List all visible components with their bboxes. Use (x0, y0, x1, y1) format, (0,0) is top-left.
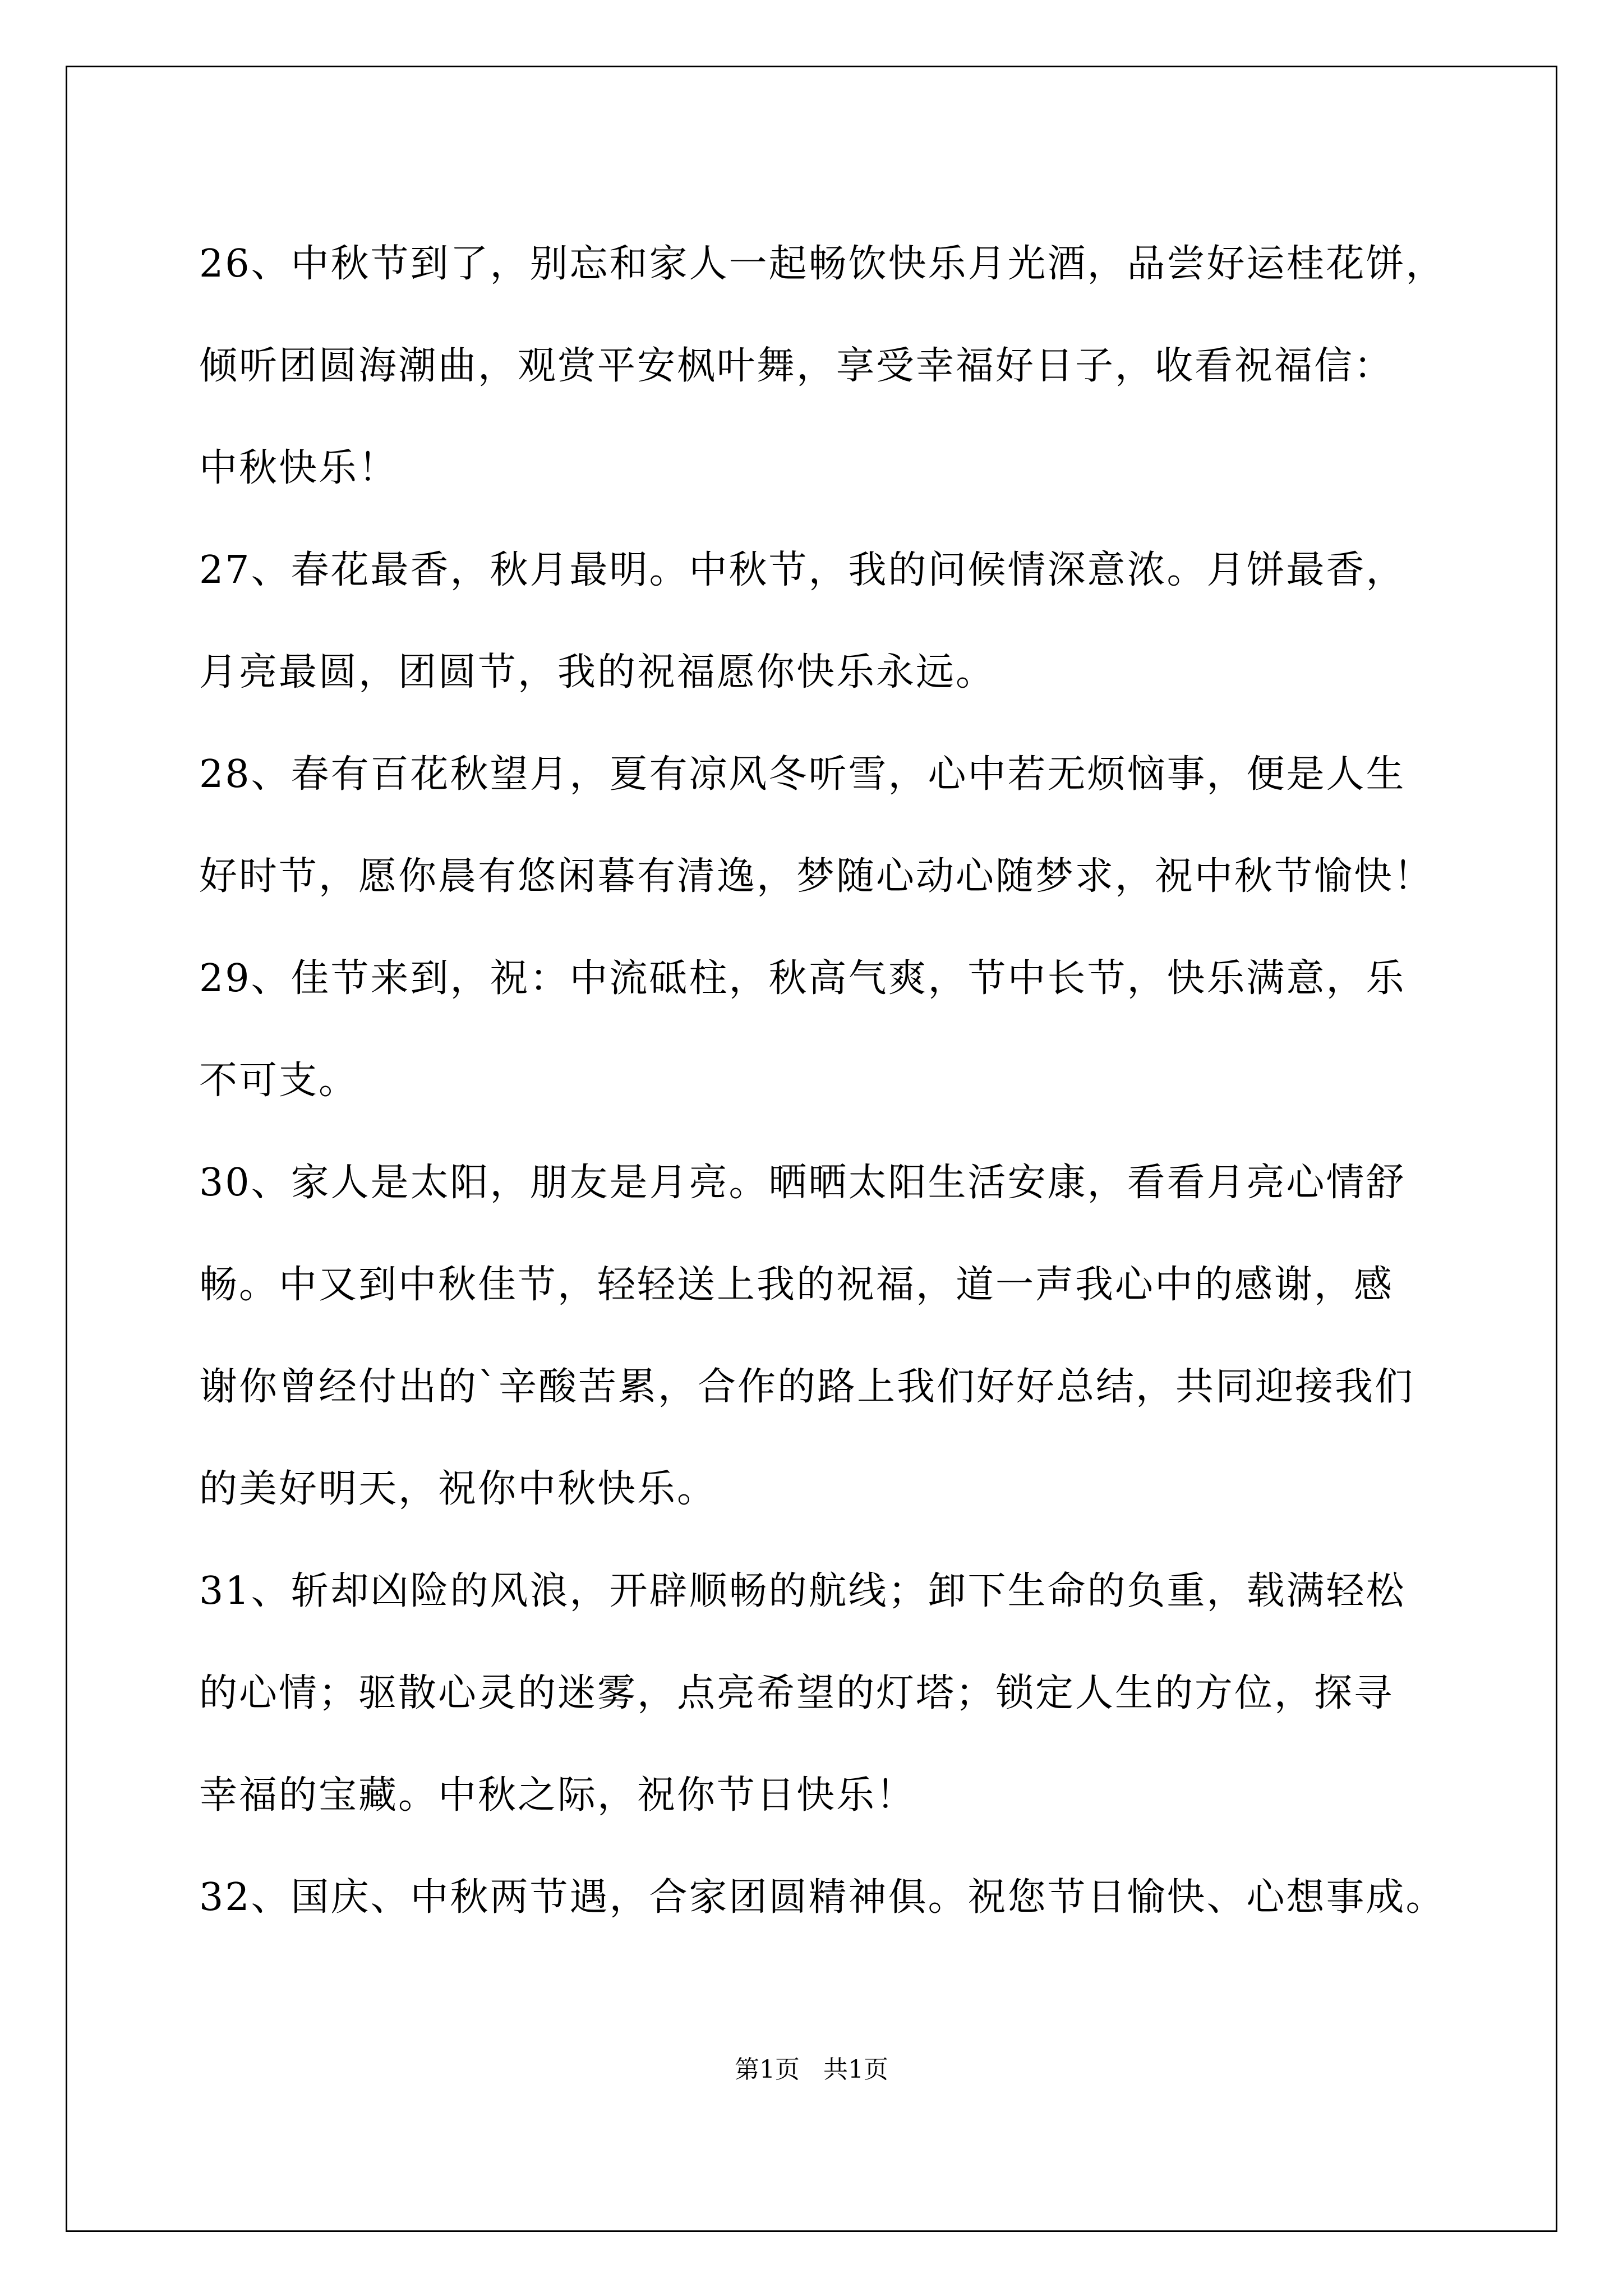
text-line: 好时节，愿你晨有悠闲暮有清逸，梦随心动心随梦求，祝中秋节愉快！ (199, 854, 1434, 899)
text-line: 29、佳节来到，祝：中流砥柱，秋高气爽，节中长节，快乐满意，乐 (199, 956, 1406, 1001)
text-line: 幸福的宝藏。中秋之际，祝你节日快乐！ (199, 1773, 916, 1818)
text-line: 畅。中又到中秋佳节，轻轻送上我的祝福，道一声我心中的感谢，感 (199, 1263, 1394, 1307)
text-line: 的美好明天，祝你中秋快乐。 (199, 1467, 717, 1511)
text-line: 28、春有百花秋望月，夏有凉风冬听雪，心中若无烦恼事，便是人生 (199, 752, 1406, 797)
text-line: 倾听团圆海潮曲，观赏平安枫叶舞，享受幸福好日子，收看祝福信： (199, 344, 1394, 388)
page-footer: 第1页 共1页 (735, 2055, 888, 2084)
text-line: 月亮最圆，团圆节，我的祝福愿你快乐永远。 (199, 650, 996, 694)
text-line: 中秋快乐！ (199, 446, 399, 490)
text-line: 27、春花最香，秋月最明。中秋节，我的问候情深意浓。月饼最香， (199, 548, 1406, 592)
text-line: 26、中秋节到了，别忘和家人一起畅饮快乐月光酒，品尝好运桂花饼， (199, 242, 1446, 286)
document-body (199, 213, 1446, 1949)
text-line: 的心情；驱散心灵的迷雾，点亮希望的灯塔；锁定人生的方位，探寻 (199, 1671, 1394, 1715)
text-line: 32、国庆、中秋两节遇，合家团圆精神俱。祝您节日愉快、心想事成。 (199, 1875, 1446, 1920)
text-line: 31、斩却凶险的风浪，开辟顺畅的航线；卸下生命的负重，载满轻松 (199, 1569, 1406, 1613)
text-line: 不可支。 (199, 1059, 359, 1103)
text-line: 谢你曾经付出的`辛酸苦累，合作的路上我们好好总结，共同迎接我们 (199, 1365, 1415, 1409)
text-line: 30、家人是太阳，朋友是月亮。晒晒太阳生活安康，看看月亮心情舒 (199, 1161, 1406, 1205)
